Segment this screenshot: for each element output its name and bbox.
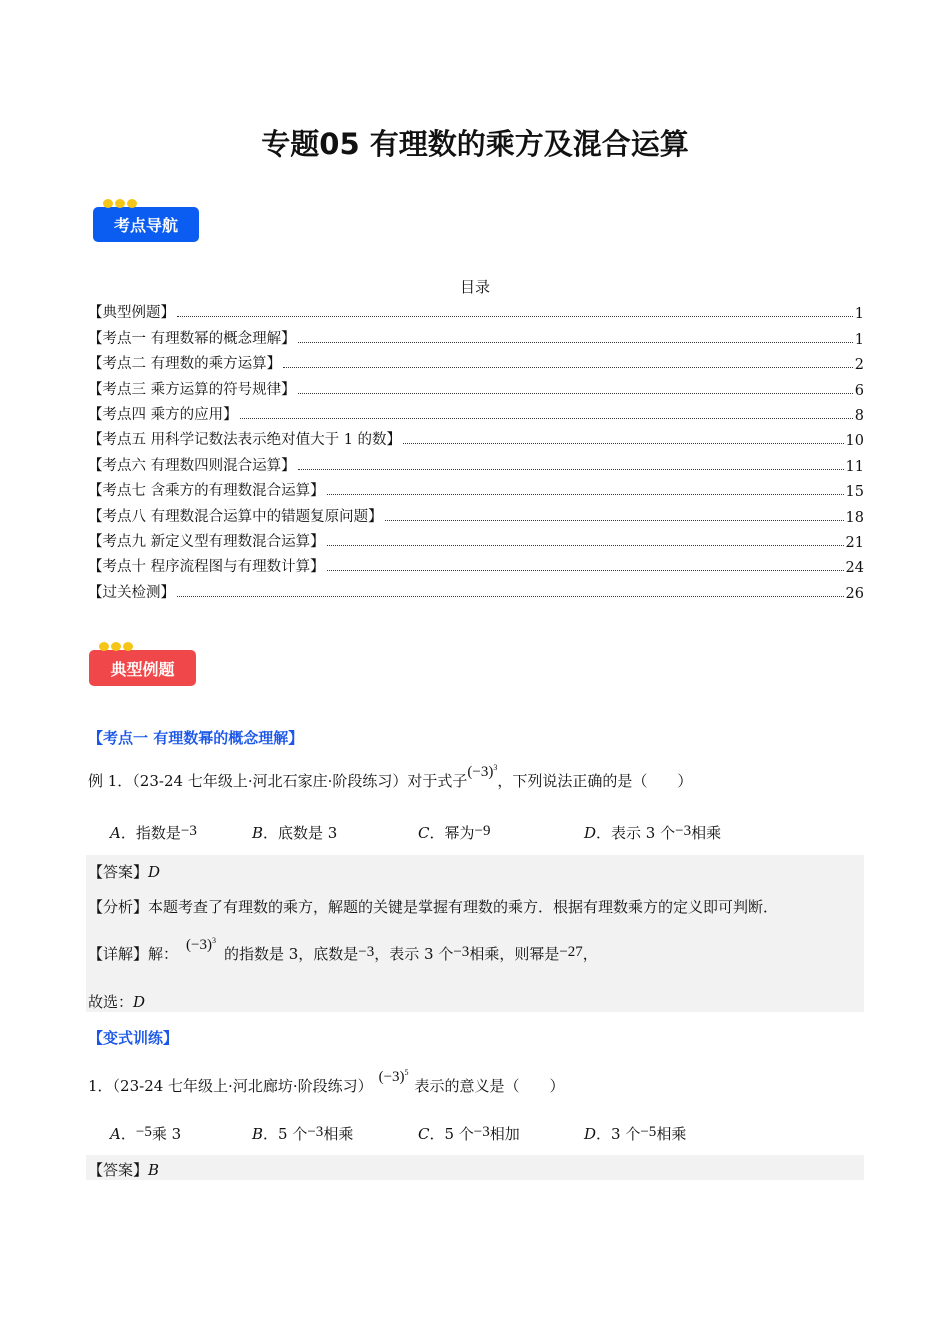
dot-leader [240, 418, 853, 419]
example-question [88, 763, 693, 791]
dots-icon [99, 642, 133, 651]
toc-label: 【考点六 有理数四则混合运算】 [88, 457, 296, 474]
nav-badge [93, 207, 199, 242]
toc-label: 【过关检测】 [88, 584, 175, 601]
section-heading: 【考点一 有理数幂的概念理解】 [88, 729, 304, 747]
toc-page: 1 [854, 331, 864, 348]
dot-leader [177, 596, 844, 597]
dot-leader [327, 545, 844, 546]
option-c: C．5 个−3相加 [418, 1124, 520, 1143]
question-1: 1．（23-24 七年级上·河北廊坊·阶段练习） $(-3)^5$表示的意义是（ ） [88, 1068, 565, 1095]
toc-label: 【考点一 有理数幂的概念理解】 [88, 330, 296, 347]
answer-line: 【答案】D [88, 863, 161, 881]
toc-entry[interactable] [88, 551, 864, 576]
dot-leader [298, 469, 844, 470]
dot-leader [385, 520, 844, 521]
detail-line: 【详解】解： $(-3)^3$的指数是 3，底数是−3，表示 3 个−3相乘，则幂是−27， [88, 936, 598, 963]
toc-entry[interactable] [88, 348, 864, 373]
solution-box [86, 855, 864, 1012]
toc-page: 15 [845, 484, 864, 501]
toc-page: 24 [845, 560, 864, 577]
toc-page: 21 [845, 534, 864, 551]
toc-entry[interactable] [88, 322, 864, 347]
variant-heading: 【变式训练】 [88, 1029, 179, 1047]
toc-label: 【考点十 程序流程图与有理数计算】 [88, 559, 325, 576]
toc-entry[interactable] [88, 424, 864, 449]
toc-entry[interactable] [88, 576, 864, 601]
dot-leader [327, 570, 844, 571]
detail-part: −3 [358, 944, 375, 960]
table-of-contents [88, 297, 864, 602]
detail-part: 的指数是 3，底数是 [223, 945, 359, 963]
toc-label: 【考点四 乘方的应用】 [88, 406, 238, 423]
examples-badge-label: 典型例题 [110, 659, 175, 679]
detail-part: ， [582, 945, 598, 963]
option-a: A．指数是−3 [110, 823, 197, 842]
toc-entry[interactable] [88, 500, 864, 525]
toc-page: 26 [845, 585, 864, 602]
nav-badge-label: 考点导航 [113, 216, 178, 235]
detail-part: 相乘，则幂是 [469, 945, 560, 963]
toc-page: 6 [854, 382, 864, 399]
examples-badge [89, 650, 196, 686]
option-d: D．3 个−5相乘 [584, 1124, 687, 1143]
dot-leader [298, 342, 853, 343]
toc-entry[interactable] [88, 373, 864, 398]
toc-entry[interactable] [88, 297, 864, 322]
option-a: A．−5乘 3 [110, 1124, 182, 1143]
toc-page: 2 [854, 357, 864, 374]
toc-label: 【考点八 有理数混合运算中的错题复原问题】 [88, 508, 383, 525]
option-d: D．表示 3 个−3相乘 [584, 823, 722, 842]
detail-part: −3 [453, 944, 470, 960]
toc-page: 8 [854, 407, 864, 424]
dot-leader [298, 393, 853, 394]
toc-label: 【考点七 含乘方的有理数混合运算】 [88, 483, 325, 500]
detail-part: −27 [559, 944, 583, 960]
toc-heading: 目录 [459, 278, 490, 296]
math-expression: $(-3)^3$ [467, 763, 498, 780]
question-suffix: ，下列说法正确的是（ ） [497, 772, 693, 790]
dots-icon [103, 199, 137, 208]
toc-label: 【考点三 乘方运算的符号规律】 [88, 381, 296, 398]
option-c: C．幂为−9 [418, 823, 491, 842]
dot-leader [283, 367, 853, 368]
toc-entry[interactable] [88, 526, 864, 551]
dot-leader [177, 316, 853, 317]
toc-label: 【考点二 有理数的乘方运算】 [88, 356, 282, 373]
toc-entry[interactable] [88, 399, 864, 424]
option-b: B．底数是 3 [252, 824, 338, 842]
toc-label: 【考点五 用科学记数法表示绝对值大于 1 的数】 [88, 432, 402, 449]
toc-page: 10 [845, 433, 864, 450]
dot-leader [403, 443, 843, 444]
answer-box [86, 1155, 864, 1180]
dot-leader [327, 494, 844, 495]
toc-entry[interactable] [88, 449, 864, 474]
answer-line: 【答案】B [88, 1161, 160, 1179]
detail-part: ，表示 3 个 [374, 945, 454, 963]
toc-page: 11 [845, 458, 864, 475]
page-title: 专题05 有理数的乘方及混合运算 [261, 127, 689, 161]
question-text: 例 1．（23-24 七年级上·河北石家庄·阶段练习）对于式子 [88, 772, 468, 790]
analysis-line: 【分析】本题考查了有理数的乘方，解题的关键是掌握有理数的乘方．根据有理数乘方的定义即可判断． [88, 898, 779, 916]
choice-line: 故选：D [88, 993, 146, 1011]
option-b: B．5 个−3相乘 [252, 1124, 354, 1143]
toc-page: 18 [845, 509, 864, 526]
toc-label: 【考点九 新定义型有理数混合运算】 [88, 533, 325, 550]
toc-entry[interactable] [88, 475, 864, 500]
toc-page: 1 [854, 306, 864, 323]
toc-label: 【典型例题】 [88, 305, 175, 322]
